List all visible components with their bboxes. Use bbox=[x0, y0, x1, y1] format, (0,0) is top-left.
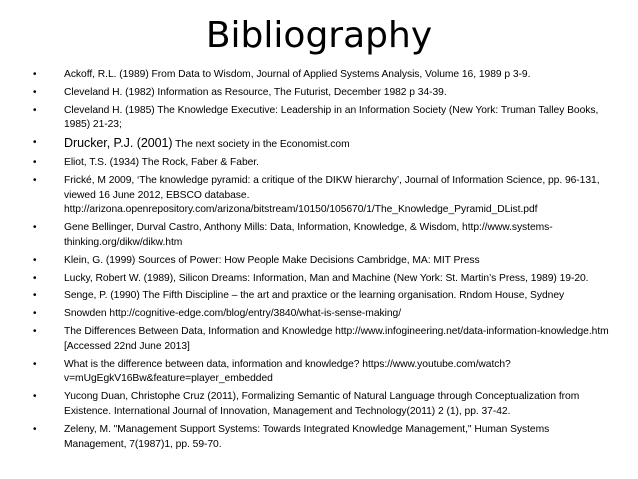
reference-text: Lucky, Robert W. (1989), Silicon Dreams: Information, Man and Machine (New York: St. Martin’s Press, 1989) 19-20. bbox=[64, 272, 589, 284]
bullet-icon: • bbox=[33, 104, 37, 116]
reference-text: Frické, M 2009, ‘The knowledge pyramid: a critique of the DIKW hierarchy’, Journal of Information Science, pp. 96-131, viewed 16 June 2012, EBSCO database. http://arizona.openrepository.com/arizona/bitstream/10150/105670/1/The_Knowledge_Pyramid_DList.pdf bbox=[64, 174, 600, 216]
reference-text: Cleveland H. (1985) The Knowledge Executive: Leadership in an Information Society (New York: Truman Talley Books, 1985) 21-23; bbox=[64, 104, 599, 131]
bullet-icon: • bbox=[33, 325, 37, 337]
bullet-icon: • bbox=[33, 272, 37, 284]
bullet-icon: • bbox=[33, 391, 37, 403]
bullet-icon: • bbox=[33, 86, 37, 98]
bullet-icon: • bbox=[33, 290, 37, 302]
bullet-icon: • bbox=[33, 69, 37, 80]
bullet-icon: • bbox=[33, 222, 37, 234]
bullet-icon: • bbox=[33, 137, 37, 149]
reference-text: Yucong Duan, Christophe Cruz (2011), Formalizing Semantic of Natural Language through Conceptualization from Existence. International Journal of Innovation, Management and Technology(2011) 2 (1), pp. 37-42. bbox=[64, 391, 580, 417]
reference-text: Eliot, T.S. (1934) The Rock, Faber & Faber. bbox=[64, 156, 259, 168]
reference-rest: The next society in the Economist.com bbox=[172, 139, 350, 151]
slide-title: Bibliography bbox=[205, 15, 433, 56]
list-item bbox=[30, 136, 612, 153]
reference-list bbox=[30, 68, 612, 455]
list-item bbox=[30, 156, 612, 171]
list-item bbox=[30, 358, 612, 388]
reference-author-year: Drucker, P.J. (2001) bbox=[64, 136, 173, 151]
reference-text bbox=[64, 136, 612, 153]
reference-text: Zeleny, M. "Management Support Systems: Towards Integrated Knowledge Management," Human Systems Management, 7(1987)1, pp. 59-70. bbox=[64, 423, 550, 450]
bullet-icon: • bbox=[33, 254, 37, 266]
reference-text: Gene Bellinger, Durval Castro, Anthony Mills: Data, Information, Knowledge, & Wisdom, http://www.systems-thinking.org/dikw/dikw.htm bbox=[64, 222, 553, 248]
list-item bbox=[30, 174, 612, 218]
list-item bbox=[30, 390, 612, 420]
list-item bbox=[30, 423, 612, 453]
list-item bbox=[30, 68, 612, 83]
reference-text: Cleveland H. (1982) Information as Resource, The Futurist, December 1982 p 34-39. bbox=[64, 86, 447, 98]
list-item bbox=[30, 221, 612, 251]
reference-text: Senge, P. (1990) The Fifth Discipline – the art and praxtice or the learning organisation. Rndom House, Sydney bbox=[64, 290, 565, 302]
reference-text: What is the difference between data, information and knowledge? https://www.youtube.com/watch?v=mUgEgkV16Bw&feature=player_embedded bbox=[64, 358, 511, 385]
bullet-icon: • bbox=[33, 308, 37, 320]
list-item bbox=[30, 104, 612, 134]
list-item bbox=[30, 289, 612, 304]
reference-text: Ackoff, R.L. (1989) From Data to Wisdom, Journal of Applied Systems Analysis, Volume 16, 1989 p 3-9. bbox=[64, 69, 531, 80]
list-item bbox=[30, 325, 612, 355]
bullet-icon: • bbox=[33, 423, 37, 435]
list-item bbox=[30, 272, 612, 287]
reference-text: Snowden http://cognitive-edge.com/blog/entry/3840/what-is-sense-making/ bbox=[64, 308, 402, 320]
reference-text: Klein, G. (1999) Sources of Power: How People Make Decisions Cambridge, MA: MIT Press bbox=[64, 254, 480, 266]
list-item bbox=[30, 307, 612, 322]
bullet-icon: • bbox=[33, 174, 37, 186]
reference-text: The Differences Between Data, Information and Knowledge http://www.infogineering.net/data-information-knowledge.htm [Accessed 22nd June 2013] bbox=[64, 325, 609, 352]
list-item bbox=[30, 86, 612, 101]
bullet-icon: • bbox=[33, 156, 37, 168]
list-item bbox=[30, 254, 612, 269]
bullet-icon: • bbox=[33, 358, 37, 370]
